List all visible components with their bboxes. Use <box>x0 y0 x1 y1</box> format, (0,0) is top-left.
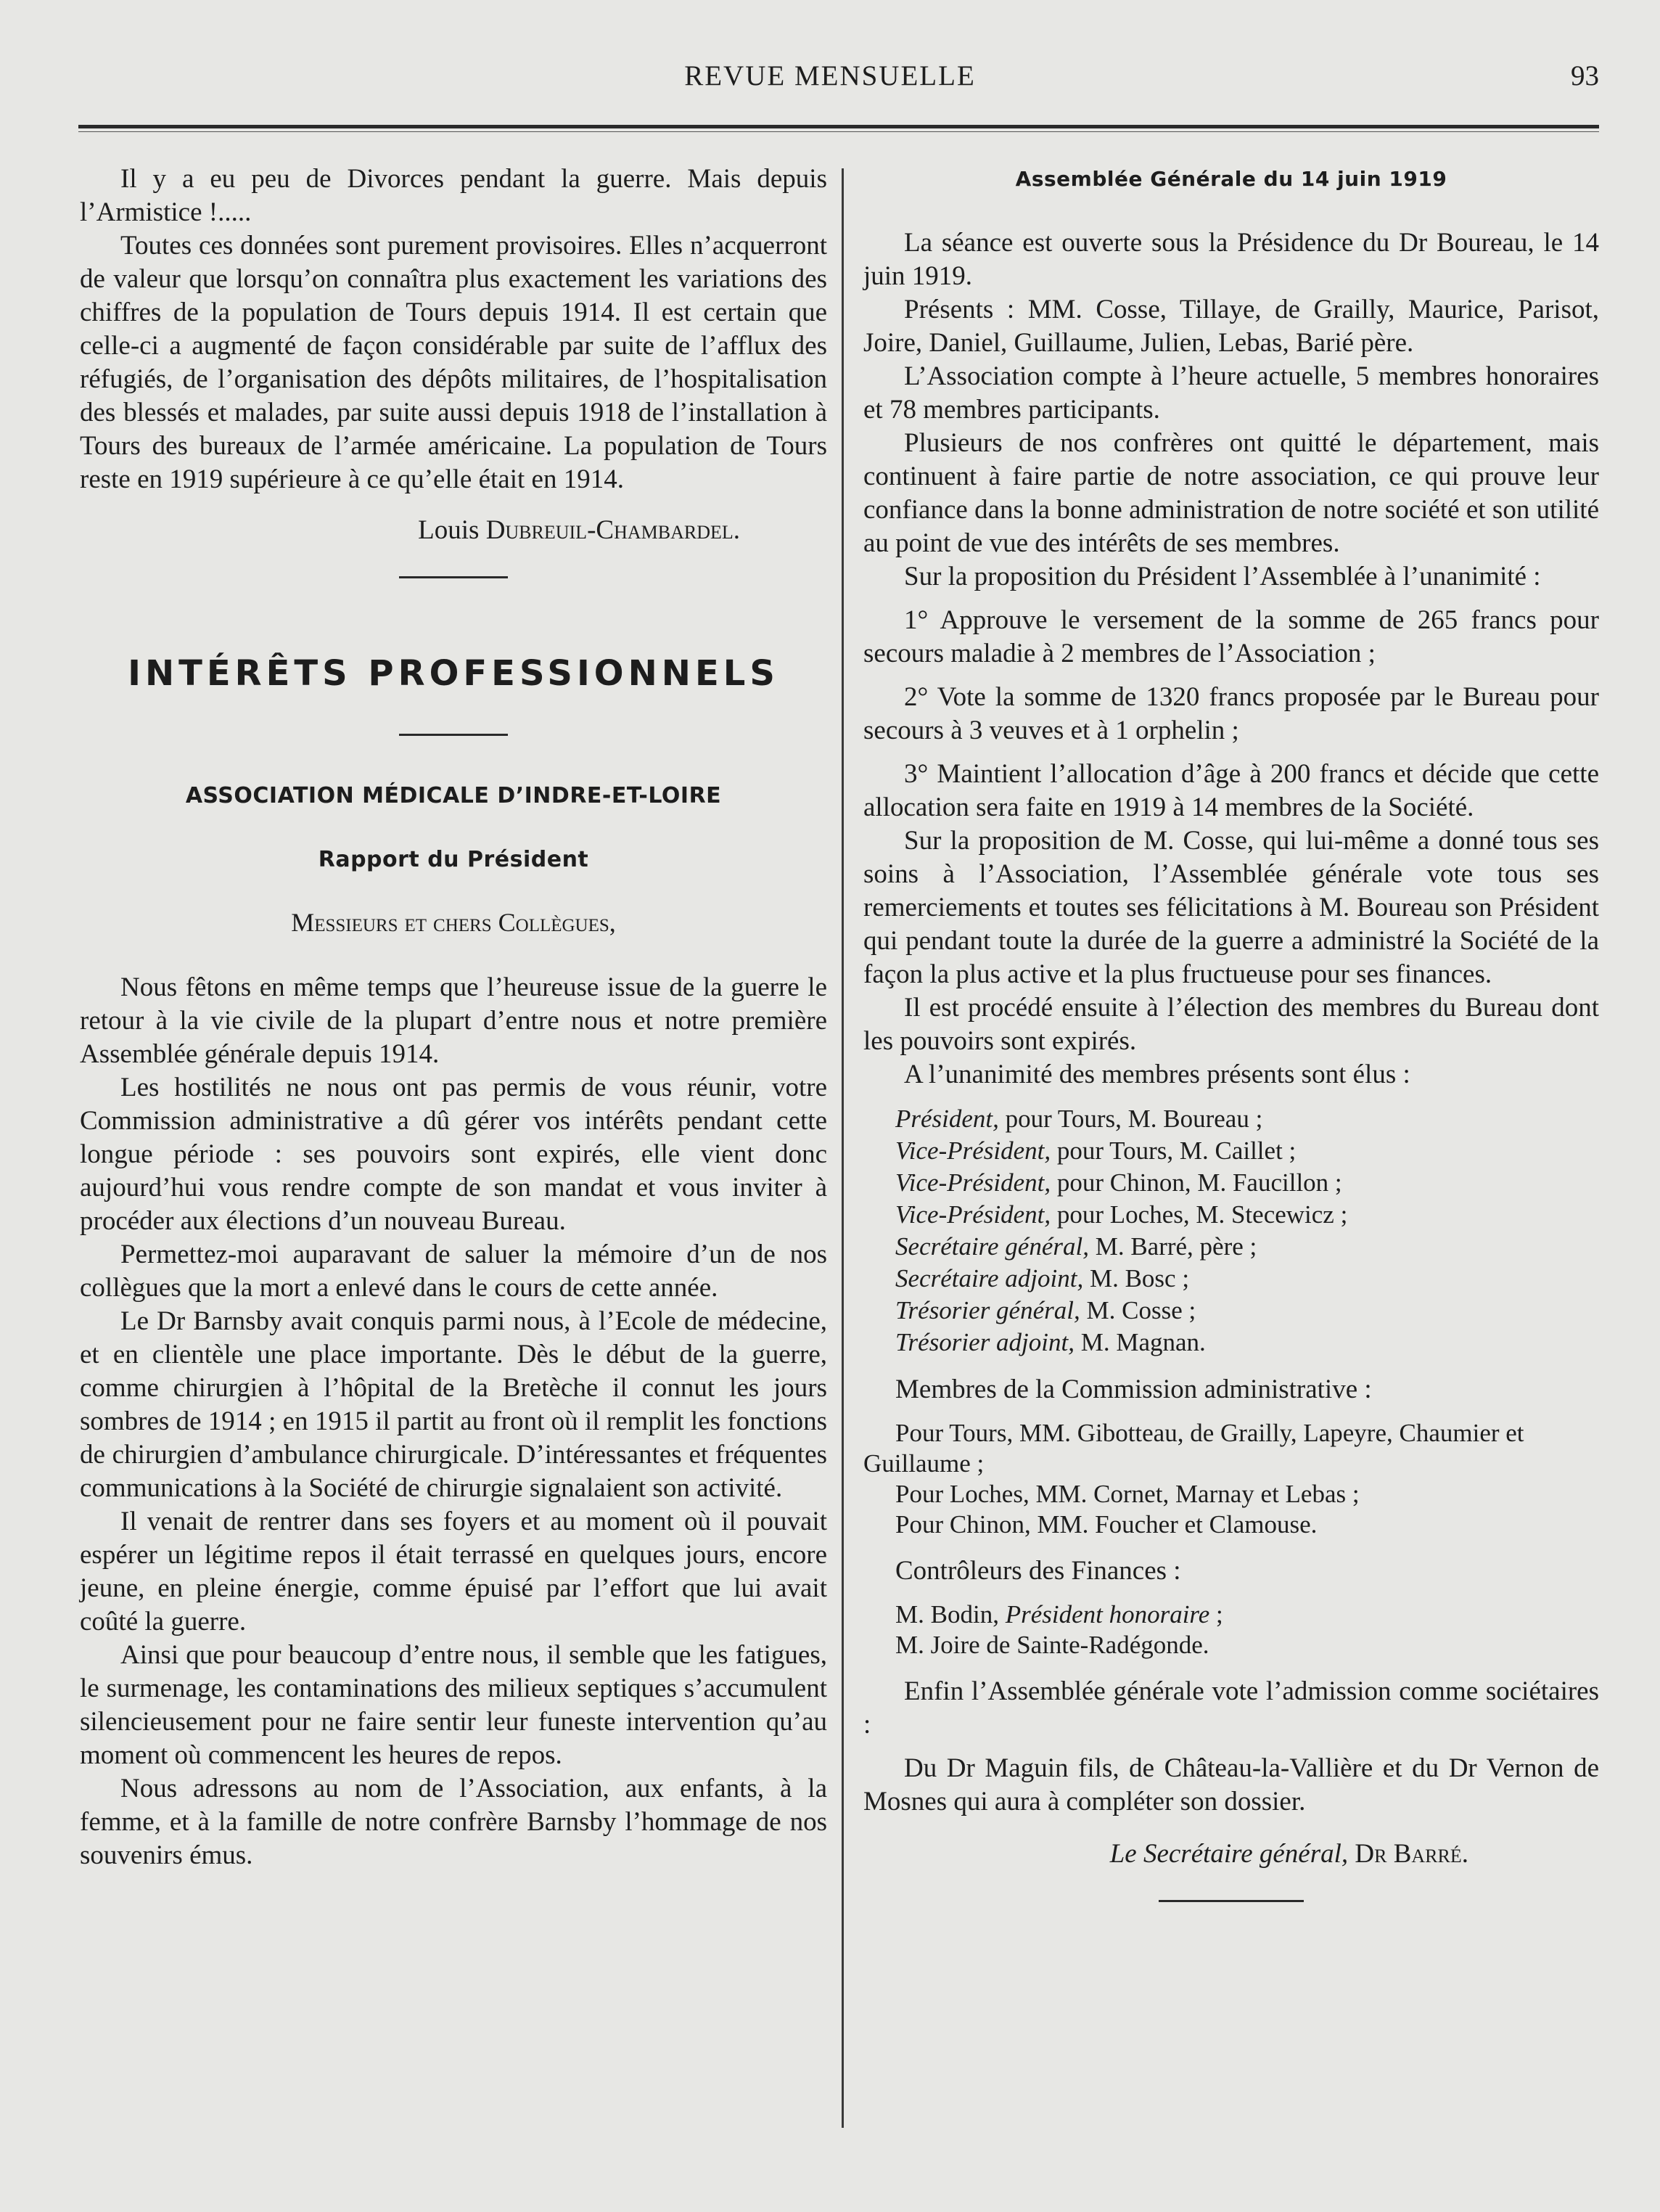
paragraph-7: Nous adressons au nom de l’Association, aux enfants, à la femme, et à la famille de notre confrère Barnsby l’hommage de nos souvenirs émus. <box>80 1774 827 1870</box>
admission-detail: Du Dr Maguin fils, de Château-la-Vallière et du Dr Vernon de Mosnes qui aura à compléter son dossier. <box>863 1753 1599 1816</box>
secretary-signature <box>863 1838 1599 1871</box>
commission-title: Membres de la Commission administrative : <box>895 1375 1372 1404</box>
commission-item: Pour Loches, MM. Cornet, Marnay et Lebas ; <box>895 1480 1360 1508</box>
elected-intro: A l’unanimité des membres présents sont élus : <box>904 1060 1410 1089</box>
paragraph-4: Le Dr Barnsby avait conquis parmi nous, à l’Ecole de médecine, et en clientèle une place importante. Dès le début de la guerre, comme chirurgien à l’hôpital de la Bretèche il connut les jours sombres de 1914 ; en 1915 il partit au front où il remplit les fonctions de chirurgien d’ambulance chirurgicale. D’intéressantes et fréquentes communications à la Société de chirurgie signalaient son activité. <box>80 1306 827 1503</box>
salutation: Messieurs et chers Collègues, <box>291 908 616 937</box>
thanks-paragraph: Sur la proposition de M. Cosse, qui lui-même a donné tous ses soins à l’Association, l’Assemblée générale vote tous ses remerciements et toutes ses félicitations à M. Boureau son Président qui pendant toute la durée de la guerre a administré la Société de la façon la plus active et la plus fructueuse pour ses finances. <box>863 826 1599 989</box>
commission-item: Pour Chinon, MM. Foucher et Clamouse. <box>895 1510 1318 1539</box>
left-column <box>80 163 827 1872</box>
elected-detail: M. Cosse ; <box>1080 1296 1196 1324</box>
elected-detail: M. Magnan. <box>1074 1328 1206 1356</box>
elected-item <box>863 1327 1599 1359</box>
controleurs-list <box>863 1599 1599 1660</box>
paragraph-2: Les hostilités ne nous ont pas permis de vous réunir, votre Commission administrative a dû gérer vos intérêts pendant cette longue période : ses pouvoirs sont expirés, elle vient donc aujourd’hui vous rendre compte de son mandat et vous inviter à procéder aux élections d’un nouveau Bureau. <box>80 1073 827 1236</box>
elected-role: Vice-Président, <box>895 1136 1051 1165</box>
paragraph-5: Il venait de rentrer dans ses foyers et au moment où il pouvait espérer un légitime repos il était terrassé en quelques jours, encore jeune, en pleine énergie, comme épuisé par l’effort que lui avait coûté la guerre. <box>80 1507 827 1637</box>
author-signature <box>80 514 827 547</box>
end-rule <box>1159 1900 1304 1902</box>
resolution-1: 1° Approuve le versement de la somme de 265 francs pour secours maladie à 2 membres de l’Association ; <box>863 605 1599 668</box>
resolution-2: 2° Vote la somme de 1320 francs proposée par le Bureau pour secours à 3 veuves et à 1 orphelin ; <box>863 682 1599 745</box>
controleur-end: ; <box>1209 1600 1223 1629</box>
elected-role: Président, <box>895 1105 999 1133</box>
commission-item: Pour Tours, MM. Gibotteau, de Grailly, Lapeyre, Chaumier et Guillaume ; <box>863 1419 1524 1478</box>
elected-detail: pour Chinon, M. Faucillon ; <box>1051 1168 1342 1197</box>
author-first-name: Louis <box>418 515 480 545</box>
elected-detail: M. Barré, père ; <box>1088 1232 1257 1261</box>
elected-item <box>863 1103 1599 1135</box>
elected-role: Secrétaire adjoint, <box>895 1264 1084 1293</box>
section-title: INTÉRÊTS PROFESSIONNELS <box>128 653 779 694</box>
election-paragraph: Il est procédé ensuite à l’élection des membres du Bureau dont les pouvoirs sont expirés. <box>863 993 1599 1056</box>
assembly-departed: Plusieurs de nos confrères ont quitté le département, mais continuent à faire partie de notre association, ce qui prouve leur confiance dans la bonne administration de notre société et son utilité au point de vue des intérêts de ses membres. <box>863 428 1599 558</box>
header-rule <box>78 125 1599 128</box>
elected-detail: pour Loches, M. Stecewicz ; <box>1051 1200 1348 1229</box>
controleur-name: M. Bodin, <box>895 1600 1006 1629</box>
title-rule <box>399 734 508 736</box>
elected-detail: pour Tours, M. Caillet ; <box>1051 1136 1297 1165</box>
paragraph-3: Permettez-moi auparavant de saluer la mémoire d’un de nos collègues que la mort a enlevé dans le cours de cette année. <box>80 1240 827 1303</box>
assembly-presents: Présents : MM. Cosse, Tillaye, de Grailly, Maurice, Parisot, Joire, Daniel, Guillaume, Julien, Lebas, Barié père. <box>863 295 1599 358</box>
elected-role: Vice-Président, <box>895 1168 1051 1197</box>
elected-detail: M. Bosc ; <box>1083 1264 1190 1293</box>
paragraph-donnees: Toutes ces données sont purement provisoires. Elles n’acquerront de valeur que lorsqu’on connaîtra plus exactement les variations des chiffres de la population de Tours depuis 1914. Il est certain que celle-ci a augmenté de façon considérable par suite de l’afflux des réfugiés, de l’organisation des dépôts militaires, de l’hospitalisation des blessés et malades, par suite aussi depuis 1918 de l’installation à Tours des bureaux de l’armée américaine. La population de Tours reste en 1919 supérieure à ce qu’elle était en 1914. <box>80 231 827 494</box>
rapport-title: Rapport du Président <box>318 847 589 872</box>
elected-role: Trésorier général, <box>895 1296 1080 1324</box>
elected-role: Trésorier adjoint, <box>895 1328 1075 1356</box>
association-title: ASSOCIATION MÉDICALE D’INDRE-ET-LOIRE <box>185 783 722 808</box>
elected-item <box>863 1263 1599 1295</box>
elected-item <box>863 1167 1599 1199</box>
controleur-item: M. Joire de Sainte-Radégonde. <box>895 1631 1209 1659</box>
elected-item <box>863 1295 1599 1327</box>
elected-role: Vice-Président, <box>895 1200 1051 1229</box>
column-divider <box>842 168 844 2128</box>
section-rule <box>399 576 508 578</box>
elected-role: Secrétaire général, <box>895 1232 1089 1261</box>
secretary-role: Le Secrétaire général, <box>1109 1839 1349 1869</box>
resolution-3: 3° Maintient l’allocation d’âge à 200 francs et décide que cette allocation sera faite en 1919 à 14 membres de la Société. <box>863 759 1599 822</box>
paragraph-divorces: Il y a eu peu de Divorces pendant la guerre. Mais depuis l’Armistice !..... <box>80 164 827 227</box>
header-rule-thin <box>78 131 1599 132</box>
page-number: 93 <box>1571 60 1599 91</box>
assembly-title: Assemblée Générale du 14 juin 1919 <box>1015 167 1447 191</box>
assembly-proposal: Sur la proposition du Président l’Assemblée à l’unanimité : <box>904 562 1541 591</box>
elected-item <box>863 1199 1599 1231</box>
elected-item <box>863 1135 1599 1167</box>
author-last-name: Dubreuil-Chambardel. <box>485 515 740 545</box>
elected-list <box>863 1103 1599 1359</box>
paragraph-1: Nous fêtons en même temps que l’heureuse issue de la guerre le retour à la vie civile de la plupart d’entre nous et notre première Assemblée générale depuis 1914. <box>80 972 827 1069</box>
controleur-item <box>863 1599 1599 1630</box>
commission-list <box>863 1418 1599 1540</box>
assembly-members-count: L’Association compte à l’heure actuelle, 5 membres honoraires et 78 membres participants. <box>863 361 1599 425</box>
secretary-name: Dr Barré. <box>1348 1839 1468 1869</box>
controleur-role: Président honoraire <box>1005 1600 1210 1629</box>
elected-detail: pour Tours, M. Boureau ; <box>998 1105 1263 1133</box>
paragraph-6: Ainsi que pour beaucoup d’entre nous, il semble que les fatigues, le surmenage, les contaminations des milieux septiques s’accumulent silencieusement pour ne faire sentir leur funeste intervention qu’au moment où commencent les heures de repos. <box>80 1640 827 1770</box>
elected-item <box>863 1231 1599 1263</box>
assembly-opening: La séance est ouverte sous la Présidence du Dr Boureau, le 14 juin 1919. <box>863 228 1599 291</box>
right-column <box>863 163 1599 1902</box>
running-title: REVUE MENSUELLE <box>684 60 976 91</box>
admission-paragraph: Enfin l’Assemblée générale vote l’admission comme sociétaires : <box>863 1676 1599 1740</box>
controleurs-title: Contrôleurs des Finances : <box>895 1556 1181 1586</box>
